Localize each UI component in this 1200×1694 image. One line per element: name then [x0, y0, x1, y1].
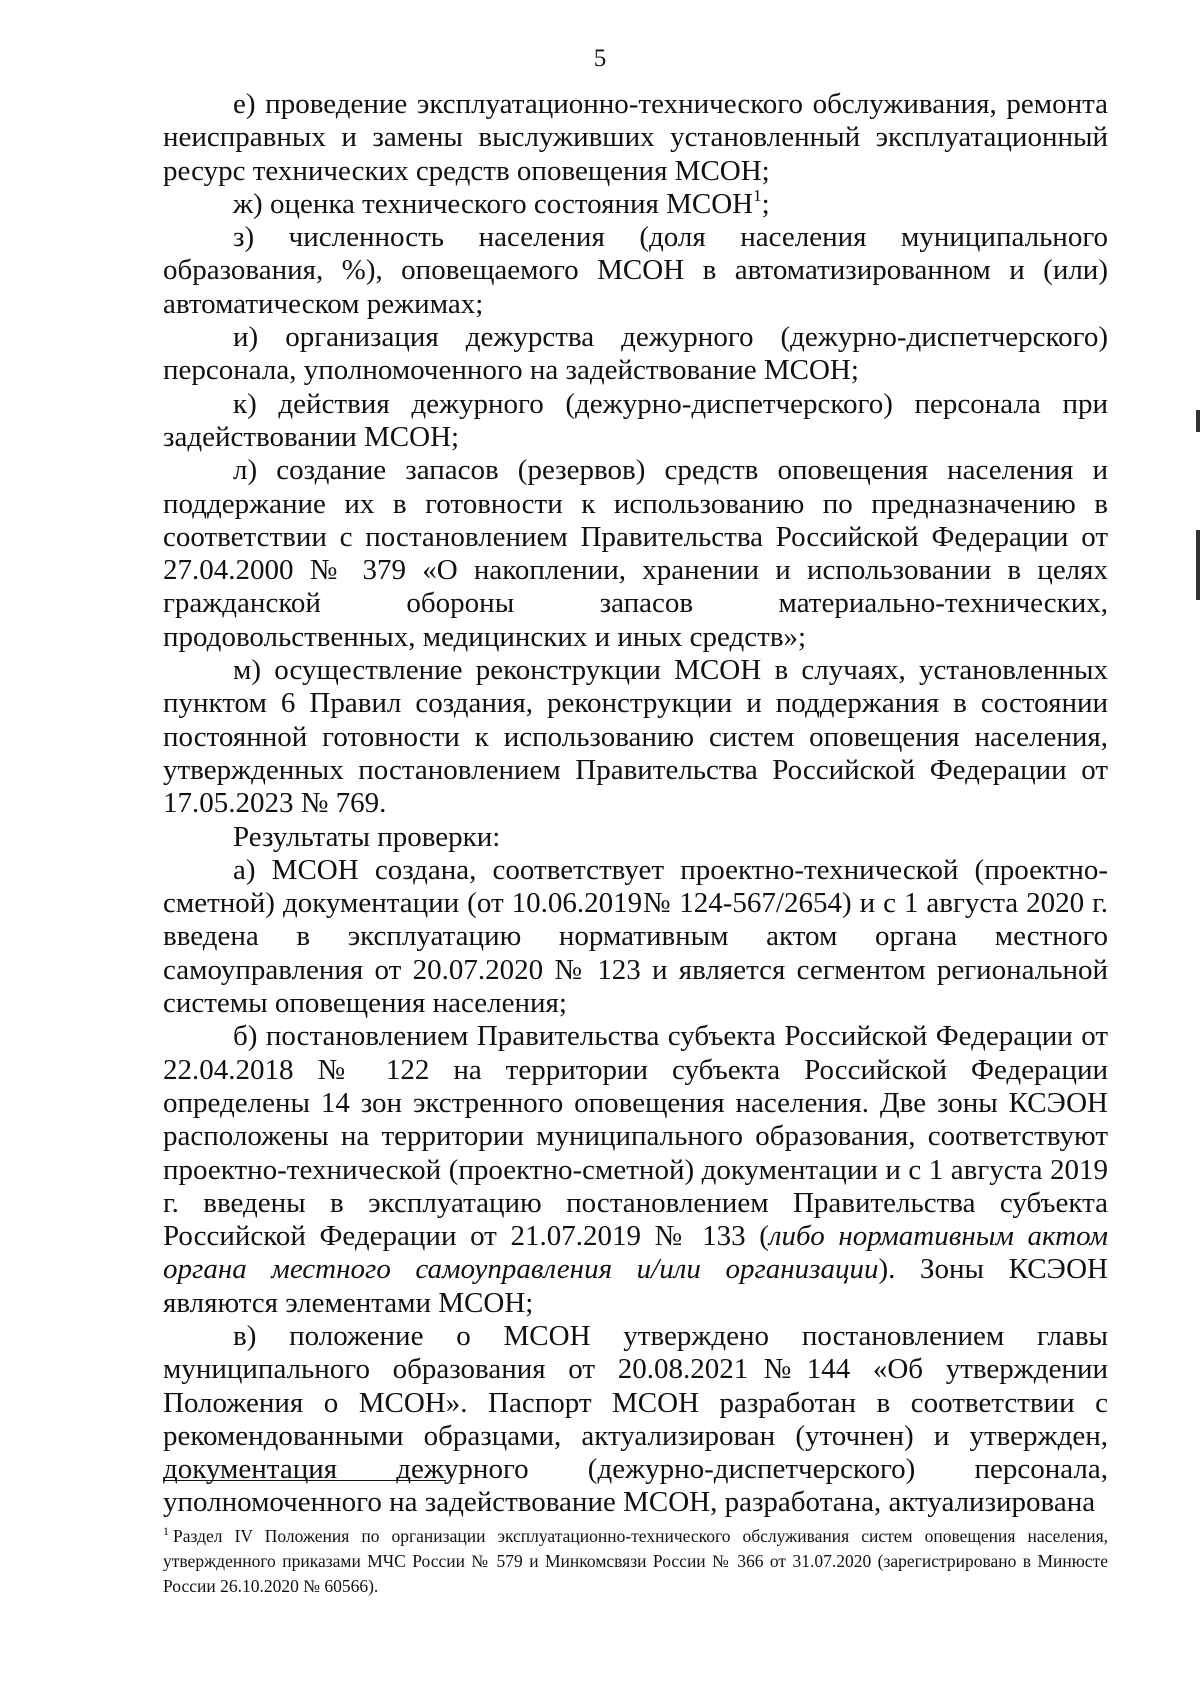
- page-number: 5: [593, 45, 607, 72]
- result-b-end: ). Зоны КСЭОН являются элементами МСОН;: [163, 1253, 1108, 1319]
- paragraph-k: к) действия дежурного (дежурно-диспетчерского) персонала при задействовании МСОН;: [163, 387, 1108, 453]
- paragraph-m: м) осуществление реконструкции МСОН в случаях, установленных пунктом 6 Правил создания, реконструкции и поддержания в состоянии постоянной готовности к использованию систем оповещения населения, утвержденных постановлением Правительства Российской Федерации от 17.05.2023 № 769.: [163, 654, 1108, 820]
- paragraph-zh-end: ;: [761, 187, 770, 220]
- scan-edge-mark-bottom: [1196, 530, 1200, 600]
- document-body: [163, 88, 1108, 1520]
- result-b-text: б) постановлением Правительства субъекта Российской Федерации от 22.04.2018 № 122 на территории субъекта Российской Федерации определены 14 зон экстренного оповещения населения. Две зоны КСЭОН расположены на территории муниципального образования, соответствуют проектно-технической (проектно-сметной) документации и с 1 августа 2019 г. введены в эксплуатацию постановлением Правительства субъекта Российской Федерации от 21.07.2019 № 133 (: [163, 1020, 1108, 1253]
- paragraph-zh-text: ж) оценка технического состояния МСОН: [233, 187, 754, 220]
- result-b: [163, 1020, 1108, 1320]
- footnote-reference: 1: [753, 185, 762, 205]
- scan-edge-mark-top: [1196, 410, 1200, 432]
- footnote-separator: [163, 1480, 446, 1481]
- result-a: а) МСОН создана, соответствует проектно-технической (проектно-сметной) документации (от 10.06.2019№ 124-567/2654) и с 1 августа 2020 г. введена в эксплуатацию нормативным актом органа местного самоуправления от 20.07.2020 № 123 и является сегментом региональной системы оповещения населения;: [163, 853, 1108, 1020]
- paragraph-i: и) организация дежурства дежурного (дежурно-диспетчерского) персонала, уполномоченного на задействование МСОН;: [163, 321, 1108, 387]
- result-b-italic: либо нормативным актом органа местного самоуправления и/или организации: [163, 1220, 1108, 1286]
- result-v: в) положение о МСОН утверждено постановлением главы муниципального образования от 20.08.2021№144 «Об утверждении Положения о МСОН». Паспорт МСОН разработан в соответствии с рекомендованными образцами, актуализирован (уточнен) и утвержден, документация дежурного (дежурно-диспетчерского) персонала, уполномоченного на задействование МСОН, разработана, актуализирована: [163, 1319, 1108, 1519]
- paragraph-zh: [163, 185, 1108, 221]
- footnote-mark: 1: [163, 1524, 169, 1538]
- paragraph-z: з) численность населения (доля населения муниципального образования, %), оповещаемого МСОН в автоматизированном и (или) автоматическом режимах;: [163, 221, 1108, 320]
- footnote-text: Раздел IV Положения по организации эксплуатационно-технического обслуживания систем оповещения населения, утвержденного приказами МЧС России № 579 и Минкомсвязи России № 366 от 31.07.2020 (зарегистрировано в Минюсте России 26.10.2020 № 60566).: [163, 1526, 1108, 1596]
- results-heading: Результаты проверки:: [233, 820, 501, 853]
- paragraph-l: л) создание запасов (резервов) средств оповещения населения и поддержание их в готовности к использованию по предназначению в соответствии с постановлением Правительства Российской Федерации от 27.04.2000 № 379 «О накоплении, хранении и использовании в целях гражданской обороны запасов материально-технических, продовольственных, медицинских и иных средств»;: [163, 454, 1108, 653]
- footnote: [163, 1524, 1108, 1599]
- paragraph-e: е) проведение эксплуатационно-технического обслуживания, ремонта неисправных и замены выслуживших установленный эксплуатационный ресурс технических средств оповещения МСОН;: [163, 88, 1108, 187]
